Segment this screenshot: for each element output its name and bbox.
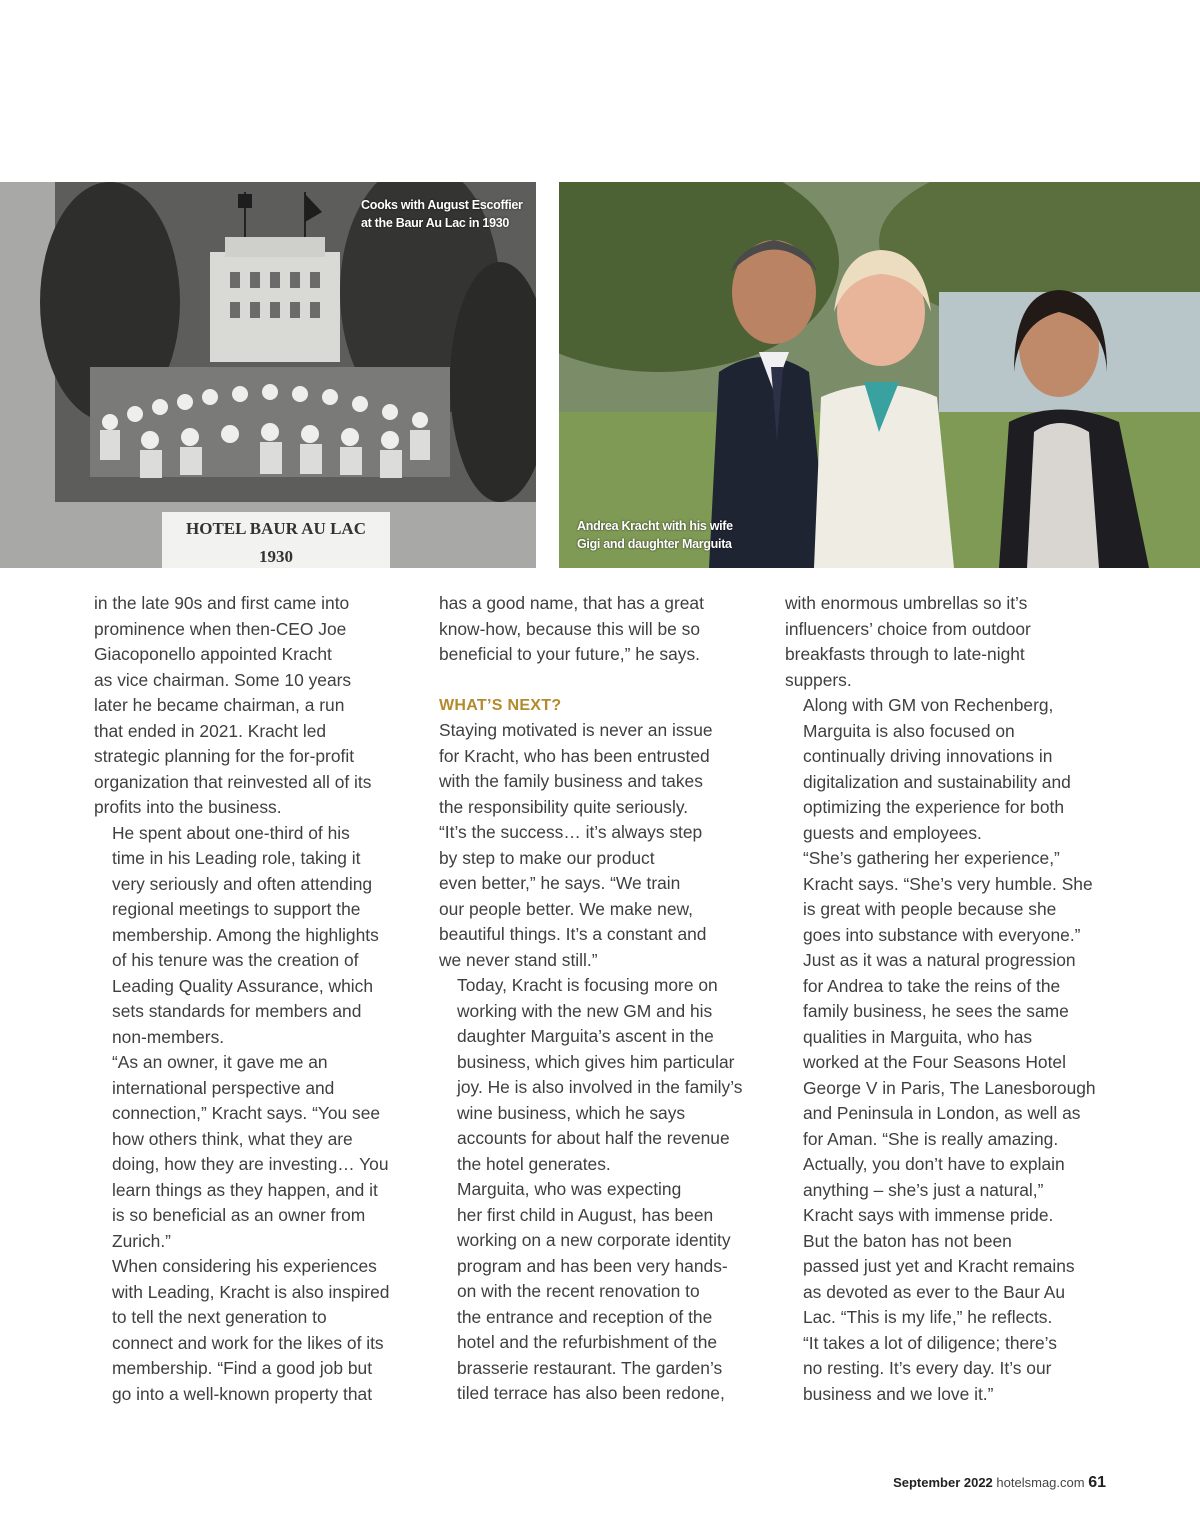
text-line: accounts for about half the revenue xyxy=(457,1128,730,1148)
text-line: connection,” Kracht says. “You see xyxy=(112,1103,381,1123)
text-line: for Kracht, who has been entrusted xyxy=(439,745,710,766)
paragraph xyxy=(785,591,1110,693)
caption-line: Gigi and daughter Marguita xyxy=(577,537,732,551)
text-line: the entrance and reception of the xyxy=(457,1306,713,1327)
caption-line: Andrea Kracht with his wife xyxy=(577,519,733,533)
text-line: Marguita, who was expecting xyxy=(457,1179,682,1199)
paragraph xyxy=(785,1229,1110,1408)
article-column-1 xyxy=(94,591,419,1407)
text-line: brasserie restaurant. The garden’s xyxy=(457,1357,723,1378)
text-line: Along with GM von Rechenberg, xyxy=(803,695,1054,715)
text-line: as devoted as ever to the Baur Au xyxy=(803,1281,1065,1302)
text-line: international perspective and xyxy=(112,1077,335,1098)
text-line: Kracht says with immense pride. xyxy=(803,1205,1054,1225)
text-line: time in his Leading role, taking it xyxy=(112,848,361,868)
text-line: continually driving innovations in xyxy=(803,746,1053,766)
text-line: “She’s gathering her experience,” xyxy=(803,848,1060,868)
text-line: wine business, which he says xyxy=(457,1102,686,1123)
text-line: daughter Marguita’s ascent in the xyxy=(457,1026,714,1046)
paragraph xyxy=(439,973,764,1177)
historic-hotel-photo xyxy=(0,182,536,568)
text-line: with Leading, Kracht is also inspired xyxy=(112,1281,390,1302)
historic-photo-caption xyxy=(361,196,523,232)
text-line: Lac. “This is my life,” he reflects. xyxy=(803,1307,1053,1327)
text-line: how others think, what they are xyxy=(112,1128,353,1149)
text-line: very seriously and often attending xyxy=(112,873,373,894)
text-line: influencers’ choice from outdoor xyxy=(785,618,1031,639)
text-line: later he became chairman, a run xyxy=(94,695,345,715)
text-line: worked at the Four Seasons Hotel xyxy=(803,1052,1066,1072)
issue-date: September 2022 xyxy=(893,1475,993,1490)
plaque-year: 1930 xyxy=(259,547,293,566)
text-line: we never stand still.” xyxy=(439,949,598,970)
text-line: membership. “Find a good job but xyxy=(112,1358,373,1378)
text-line: non-members. xyxy=(112,1026,225,1047)
text-line: as vice chairman. Some 10 years xyxy=(94,669,352,690)
family-portrait-photo xyxy=(559,182,1200,568)
article-column-2 xyxy=(439,591,764,1407)
text-line: George V in Paris, The Lanesborough xyxy=(803,1077,1096,1098)
text-line: prominence when then-CEO Joe xyxy=(94,618,347,639)
text-line: learn things as they happen, and it xyxy=(112,1179,378,1200)
text-line: even better,” he says. “We train xyxy=(439,873,681,893)
text-line: Marguita is also focused on xyxy=(803,720,1015,741)
family-photo-caption xyxy=(577,517,733,553)
caption-line: Cooks with August Escoffier xyxy=(361,198,523,212)
text-line: Zurich.” xyxy=(112,1230,171,1251)
text-line: beneficial to your future,” he says. xyxy=(439,644,700,664)
page-footer xyxy=(893,1474,1106,1492)
text-line: is great with people because she xyxy=(803,899,1057,919)
text-line: with the family business and takes xyxy=(439,771,703,791)
text-line: business, which gives him particular xyxy=(457,1051,735,1072)
text-line: Giacoponello appointed Kracht xyxy=(94,644,332,664)
text-line: that ended in 2021. Kracht led xyxy=(94,720,327,741)
text-line: anything – she’s just a natural,” xyxy=(803,1179,1044,1200)
text-line: But the baton has not been xyxy=(803,1230,1012,1251)
text-line: strategic planning for the for-profit xyxy=(94,746,355,766)
text-line: guests and employees. xyxy=(803,822,982,843)
paragraph xyxy=(94,591,419,821)
text-line: digitalization and sustainability and xyxy=(803,771,1071,792)
text-line: the hotel generates. xyxy=(457,1153,611,1174)
text-line: working with the new GM and his xyxy=(457,1000,713,1021)
site-url: hotelsmag.com xyxy=(996,1475,1085,1490)
text-line: “As an owner, it gave me an xyxy=(112,1052,328,1072)
caption-line: at the Baur Au Lac in 1930 xyxy=(361,216,510,230)
text-line: organization that reinvested all of its xyxy=(94,771,372,792)
text-line: her first child in August, has been xyxy=(457,1204,714,1225)
plaque-title: HOTEL BAUR AU LAC xyxy=(186,519,366,538)
text-line: When considering his experiences xyxy=(112,1256,377,1276)
text-line: Just as it was a natural progression xyxy=(803,950,1076,970)
paragraph xyxy=(785,948,1110,1229)
text-line: for Andrea to take the reins of the xyxy=(803,975,1061,996)
section-subhead: WHAT’S NEXT? xyxy=(439,696,562,714)
text-line: regional meetings to support the xyxy=(112,899,361,919)
family-portrait-illustration xyxy=(559,182,1200,568)
text-line: beautiful things. It’s a constant and xyxy=(439,924,707,944)
text-line: breakfasts through to late-night xyxy=(785,644,1025,664)
text-line: He spent about one-third of his xyxy=(112,822,350,843)
text-line: “It’s the success… it’s always step xyxy=(439,822,703,842)
text-line: no resting. It’s every day. It’s our xyxy=(803,1358,1052,1378)
text-line: membership. Among the highlights xyxy=(112,924,379,945)
text-line: family business, he sees the same xyxy=(803,1001,1069,1021)
text-line: on with the recent renovation to xyxy=(457,1281,700,1301)
text-line: tiled terrace has also been redone, xyxy=(457,1383,725,1403)
article-column-3 xyxy=(785,591,1110,1407)
text-line: working on a new corporate identity xyxy=(457,1230,731,1250)
text-line: joy. He is also involved in the family’s xyxy=(457,1077,743,1097)
text-line: sets standards for members and xyxy=(112,1001,362,1021)
text-line: doing, how they are investing… You xyxy=(112,1154,389,1174)
historic-photo-illustration xyxy=(0,182,536,568)
text-line: Actually, you don’t have to explain xyxy=(803,1154,1065,1174)
text-line: of his tenure was the creation of xyxy=(112,950,359,970)
text-line: is so beneficial as an owner from xyxy=(112,1205,366,1225)
paragraph xyxy=(439,591,764,668)
text-line: go into a well-known property that xyxy=(112,1383,373,1404)
text-line: optimizing the experience for both xyxy=(803,797,1065,817)
paragraph xyxy=(94,1254,419,1407)
text-line: has a good name, that has a great xyxy=(439,593,704,613)
text-line: passed just yet and Kracht remains xyxy=(803,1256,1075,1276)
text-line: connect and work for the likes of its xyxy=(112,1332,384,1353)
text-line: with enormous umbrellas so it’s xyxy=(785,593,1028,613)
paragraph xyxy=(94,1050,419,1254)
text-line: know-how, because this will be so xyxy=(439,618,700,639)
text-line: in the late 90s and first came into xyxy=(94,593,350,613)
text-line: hotel and the refurbishment of the xyxy=(457,1332,718,1352)
text-line: the responsibility quite seriously. xyxy=(439,796,689,817)
text-line: our people better. We make new, xyxy=(439,898,693,919)
text-line: goes into substance with everyone.” xyxy=(803,924,1081,945)
paragraph xyxy=(785,693,1110,846)
text-line: by step to make our product xyxy=(439,847,655,868)
text-line: qualities in Marguita, who has xyxy=(803,1026,1033,1047)
text-line: for Aman. “She is really amazing. xyxy=(803,1128,1059,1149)
text-line: and Peninsula in London, as well as xyxy=(803,1103,1081,1123)
paragraph xyxy=(785,846,1110,948)
text-line: Today, Kracht is focusing more on xyxy=(457,975,718,995)
text-line: profits into the business. xyxy=(94,797,282,817)
text-line: Leading Quality Assurance, which xyxy=(112,975,374,996)
text-line: “It takes a lot of diligence; there’s xyxy=(803,1332,1057,1353)
text-line: business and we love it.” xyxy=(803,1383,994,1404)
paragraph xyxy=(439,1177,764,1407)
text-line: suppers. xyxy=(785,669,852,690)
text-line: program and has been very hands- xyxy=(457,1255,728,1276)
page-number: 61 xyxy=(1088,1474,1106,1491)
paragraph xyxy=(94,821,419,1051)
paragraph xyxy=(439,718,764,973)
text-line: Kracht says. “She’s very humble. She xyxy=(803,873,1093,894)
text-line: to tell the next generation to xyxy=(112,1307,327,1327)
text-line: Staying motivated is never an issue xyxy=(439,720,713,740)
